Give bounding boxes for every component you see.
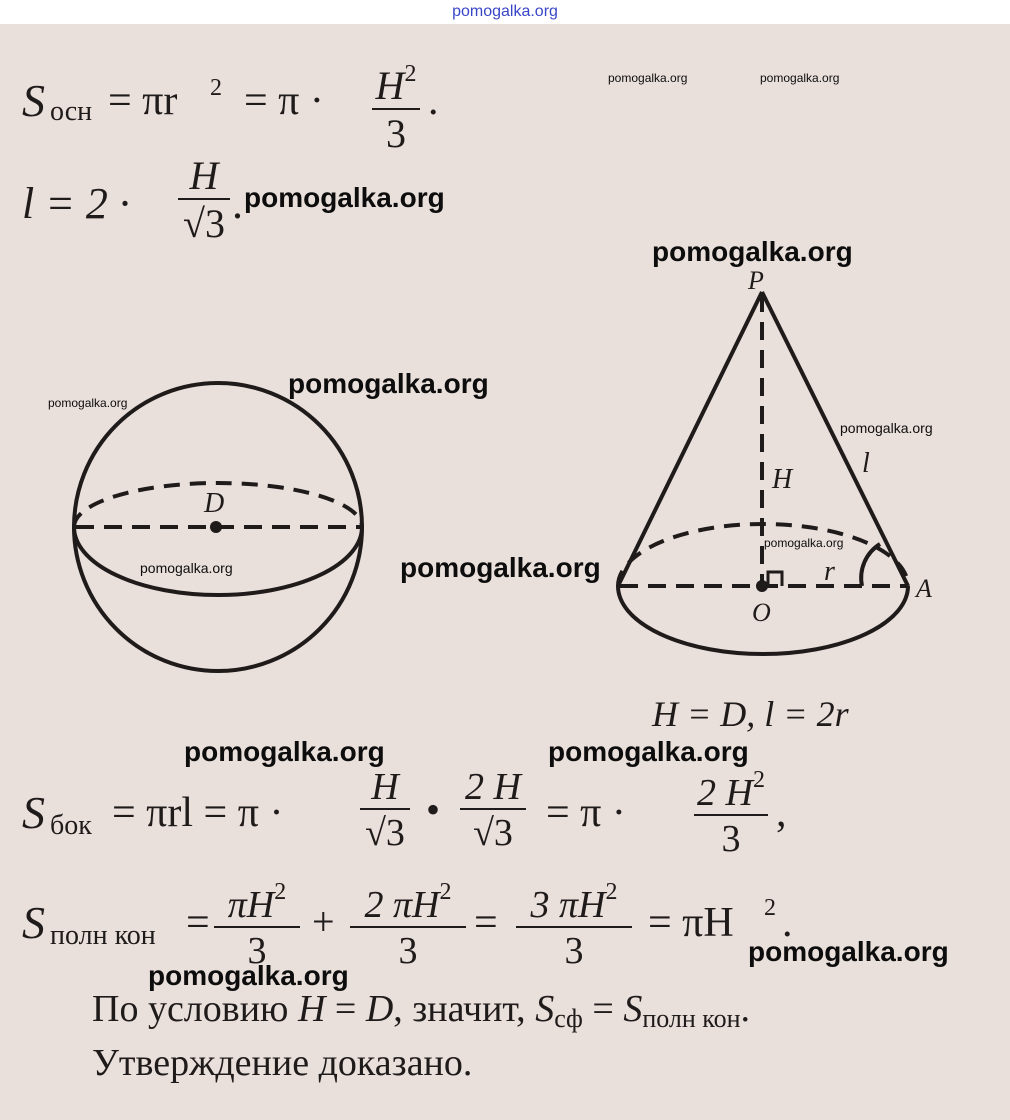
fraction-exp: 2 — [605, 879, 618, 905]
symbol-s: S — [22, 75, 45, 126]
period: . — [428, 78, 439, 124]
fraction-numerator: H — [375, 63, 405, 108]
period: . — [740, 988, 751, 1030]
symbol-s: S — [22, 787, 45, 838]
watermark: pomogalka.org — [140, 560, 233, 576]
watermark: pomogalka.org — [548, 736, 749, 767]
site-header — [0, 0, 1010, 24]
exp-2: 2 — [210, 75, 222, 101]
fraction-numerator: 2 πH — [364, 884, 440, 926]
right-angle-mark — [768, 572, 782, 586]
comma: , — [776, 790, 787, 836]
watermark: pomogalka.org — [748, 936, 949, 967]
fraction-denominator: √3 — [183, 201, 225, 246]
watermark: pomogalka.org — [764, 536, 844, 550]
watermark: pomogalka.org — [652, 236, 853, 267]
symbol-h: H — [297, 988, 326, 1030]
fraction-3 — [694, 768, 768, 858]
symbol-s-sphere: S — [535, 988, 555, 1030]
watermark: pomogalka.org — [184, 736, 385, 767]
subscript-bok: бок — [50, 810, 92, 841]
watermark: pomogalka.org — [840, 420, 933, 436]
label-h: H — [772, 464, 793, 495]
period: . — [782, 900, 793, 946]
equals: = — [334, 988, 357, 1030]
conclusion-line-2: Утверждение доказано. — [92, 1042, 473, 1084]
fraction-denominator: 3 — [386, 111, 406, 156]
expr-l-eq: l = 2 · — [22, 179, 130, 228]
fraction-numerator: H — [189, 153, 219, 198]
watermark: pomogalka.org — [400, 552, 601, 583]
subscript-sf: сф — [554, 1004, 583, 1033]
watermark: pomogalka.org — [760, 71, 840, 85]
symbol-d: D — [365, 988, 394, 1030]
fraction-exp: 2 — [752, 767, 765, 793]
subscript-poln-kon: полн кон — [642, 1004, 741, 1033]
figure-caption: H = D, l = 2r — [652, 694, 849, 734]
expr-pi-h: = πH — [648, 900, 734, 946]
expr-pi-dot: = π · — [546, 790, 626, 836]
label-l: l — [862, 448, 870, 479]
fraction-denominator: 3 — [247, 930, 267, 972]
watermark: pomogalka.org — [48, 396, 128, 410]
equals-1: = — [186, 900, 210, 946]
fraction-exp: 2 — [439, 879, 452, 905]
subscript-osn: осн — [50, 96, 93, 127]
multiply-dot: • — [426, 787, 441, 832]
symbol-s-cone: S — [623, 988, 643, 1030]
fraction-denominator: 3 — [721, 818, 741, 860]
expr-pi-dot: = π · — [244, 78, 324, 124]
expr-pi-r: = πr — [108, 78, 178, 124]
fraction-1 — [360, 768, 410, 852]
label-a: A — [916, 574, 932, 603]
conclusion-text-c: , значит, — [393, 988, 526, 1030]
angle-arc — [861, 544, 880, 586]
fraction-2 — [350, 880, 466, 970]
fraction-denominator: 3 — [398, 930, 418, 972]
fraction-exp: 2 — [404, 61, 417, 87]
sphere-center-dot — [210, 521, 222, 533]
cone-left-edge — [618, 292, 762, 586]
fraction-numerator: 3 πH — [530, 884, 606, 926]
equals-2: = — [592, 988, 614, 1030]
fraction-3 — [516, 880, 632, 970]
fraction-numerator: πH — [227, 884, 275, 926]
fraction-exp: 2 — [274, 879, 287, 905]
fraction-numerator: H — [371, 766, 399, 808]
watermark: pomogalka.org — [608, 71, 688, 85]
label-o: O — [752, 598, 771, 627]
fraction-numerator: 2 H — [697, 772, 753, 814]
symbol-s: S — [22, 897, 45, 948]
fraction-numerator: 2 H — [465, 766, 521, 808]
label-p: P — [748, 266, 764, 295]
exp-2: 2 — [764, 895, 776, 921]
fraction-denominator: 3 — [564, 930, 584, 972]
conclusion-line-1 — [92, 990, 750, 1032]
geometry-figure — [0, 24, 1010, 744]
label-r: r — [824, 556, 835, 587]
plus: + — [312, 899, 335, 944]
fraction-denominator: √3 — [365, 812, 405, 854]
watermark: pomogalka.org — [244, 182, 445, 213]
fraction-2 — [460, 768, 526, 852]
conclusion-text-a: По условию — [92, 988, 289, 1030]
subscript-poln-kon: полн кон — [50, 920, 156, 951]
period: . — [232, 179, 243, 228]
watermark: pomogalka.org — [288, 368, 489, 399]
cone-center-dot — [756, 580, 768, 592]
expr-pi-r-l: = πrl = π · — [112, 790, 284, 836]
site-link[interactable]: pomogalka.org — [452, 3, 558, 20]
fraction-denominator: √3 — [473, 812, 513, 854]
watermark: pomogalka.org — [148, 960, 349, 991]
fraction-1 — [214, 880, 300, 970]
equals-2: = — [474, 900, 498, 946]
label-d: D — [204, 488, 225, 519]
